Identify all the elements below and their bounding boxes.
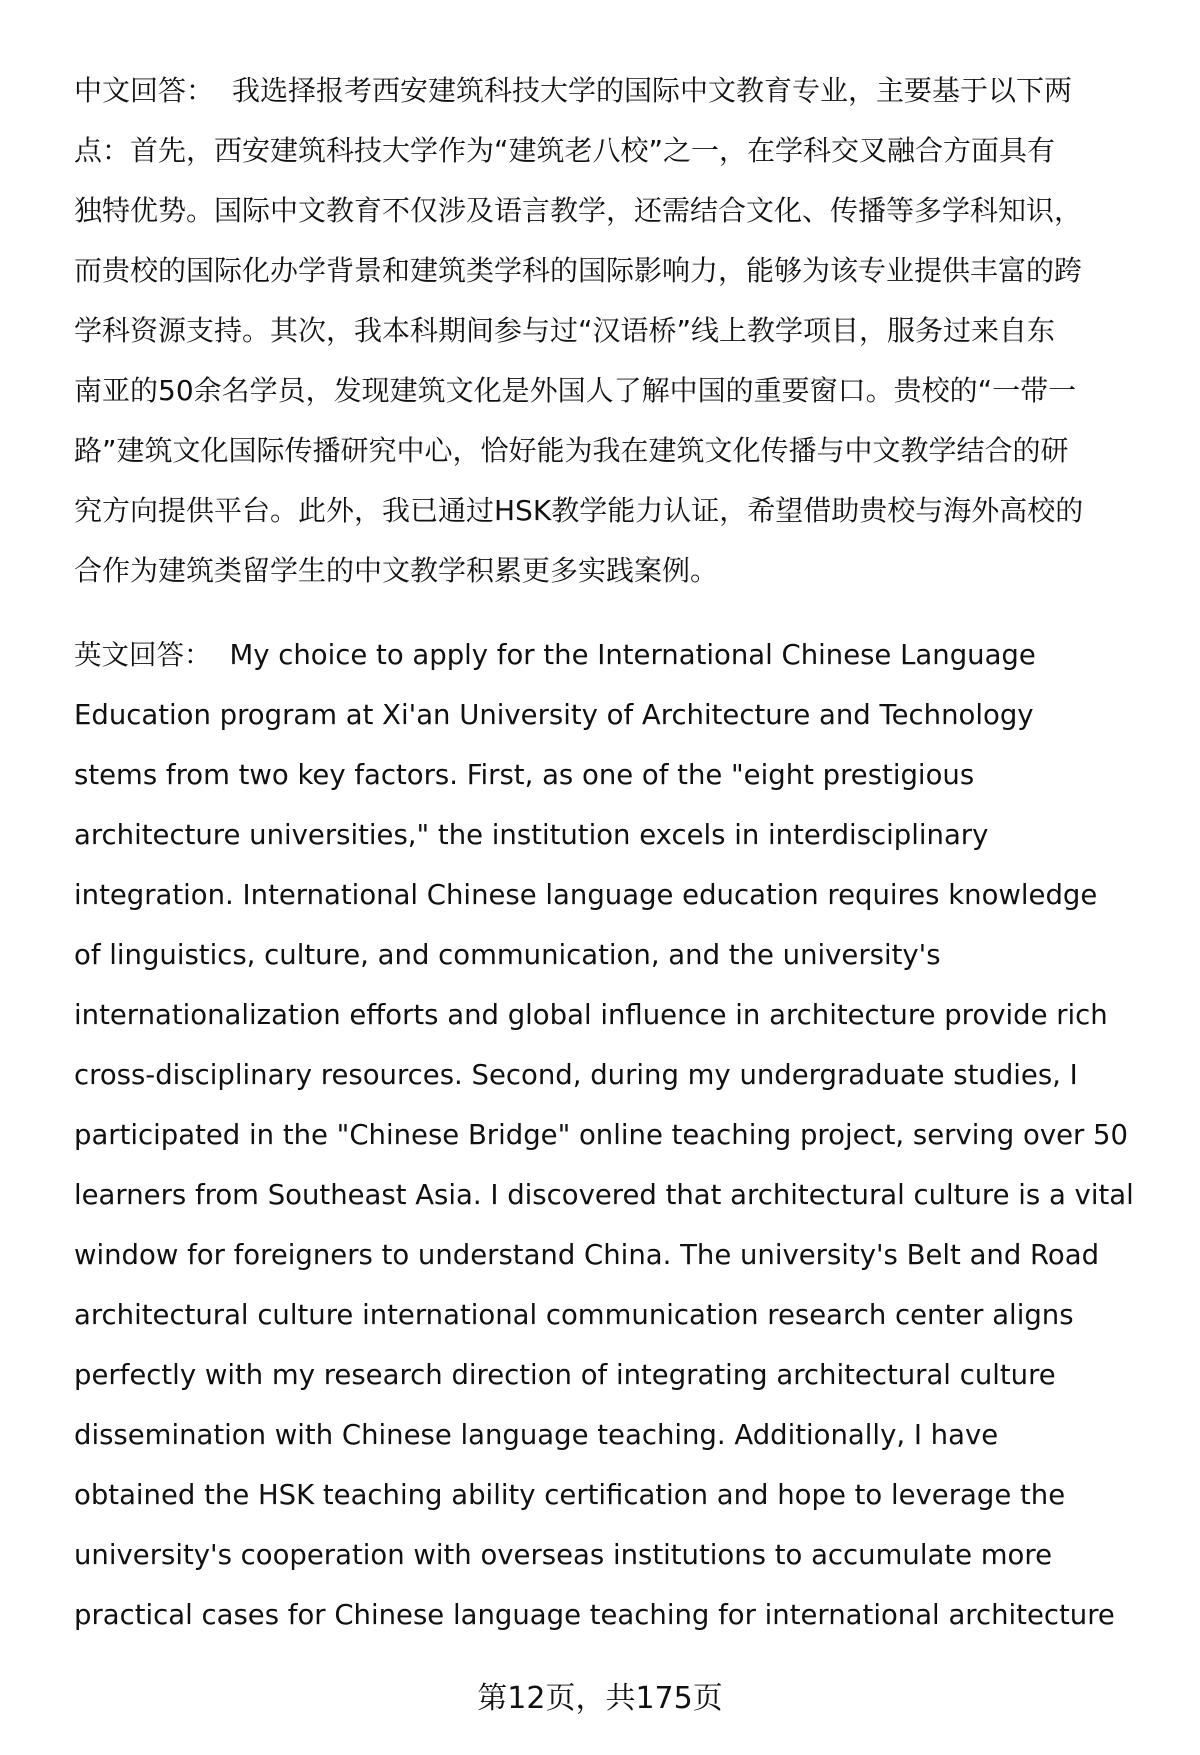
chinese-answer-line: 路”建筑文化国际传播研究中心，恰好能为我在建筑文化传播与中文教学结合的研 [74, 434, 1069, 467]
chinese-answer-section [74, 61, 1159, 601]
english-answer-section [74, 625, 1159, 1645]
chinese-answer-label: 中文回答： [74, 74, 215, 107]
chinese-answer-line: 学科资源支持。其次，我本科期间参与过“汉语桥”线上教学项目，服务过来自东 [74, 314, 1056, 347]
english-answer-line: Education program at Xi'an University of Architecture and Technology [74, 699, 1034, 731]
english-answer-line [74, 625, 1159, 685]
english-answer-line: architecture universities," the institution excels in interdisciplinary [74, 819, 989, 851]
english-answer-line: stems from two key factors. First, as one of the "eight prestigious [74, 759, 975, 791]
chinese-answer-text: 我选择报考西安建筑科技大学的国际中文教育专业，主要基于以下两 [232, 74, 1073, 107]
english-answer-label: 英文回答： [74, 639, 212, 671]
english-answer-line: integration. International Chinese language education requires knowledge [74, 879, 1098, 911]
english-answer-line: obtained the HSK teaching ability certification and hope to leverage the [74, 1479, 1066, 1511]
chinese-answer-line: 南亚的50余名学员，发现建筑文化是外国人了解中国的重要窗口。贵校的“一带一 [74, 374, 1077, 407]
page-number-footer: 第12页，共175页 [477, 1681, 723, 1716]
chinese-answer-line: 独特优势。国际中文教育不仅涉及语言教学，还需结合文化、传播等多学科知识， [74, 194, 1083, 227]
english-answer-line: practical cases for Chinese language teaching for international architecture [74, 1599, 1115, 1631]
english-answer-line: perfectly with my research direction of integrating architectural culture [74, 1359, 1056, 1391]
english-answer-line: dissemination with Chinese language teaching. Additionally, I have [74, 1419, 999, 1451]
chinese-answer-line [74, 61, 1159, 121]
chinese-answer-line: 究方向提供平台。此外，我已通过HSK教学能力认证，希望借助贵校与海外高校的 [74, 494, 1084, 527]
english-answer-line: participated in the "Chinese Bridge" online teaching project, serving over 50 [74, 1119, 1129, 1151]
english-answer-line: internationalization efforts and global influence in architecture provide rich [74, 999, 1108, 1031]
english-answer-line: learners from Southeast Asia. I discovered that architectural culture is a vital [74, 1179, 1134, 1211]
chinese-answer-line: 合作为建筑类留学生的中文教学积累更多实践案例。 [74, 554, 719, 587]
english-answer-line: university's cooperation with overseas institutions to accumulate more [74, 1539, 1052, 1571]
chinese-answer-line: 点：首先，西安建筑科技大学作为“建筑老八校”之一，在学科交叉融合方面具有 [74, 134, 1056, 167]
english-answer-text: My choice to apply for the International Chinese Language [229, 639, 1036, 671]
english-answer-line: window for foreigners to understand China. The university's Belt and Road [74, 1239, 1100, 1271]
chinese-answer-line: 而贵校的国际化办学背景和建筑类学科的国际影响力，能够为该专业提供丰富的跨 [74, 254, 1083, 287]
english-answer-line: architectural culture international communication research center aligns [74, 1299, 1074, 1331]
english-answer-line: of linguistics, culture, and communication, and the university's [74, 939, 941, 971]
english-answer-line: cross-disciplinary resources. Second, during my undergraduate studies, I [74, 1059, 1078, 1091]
